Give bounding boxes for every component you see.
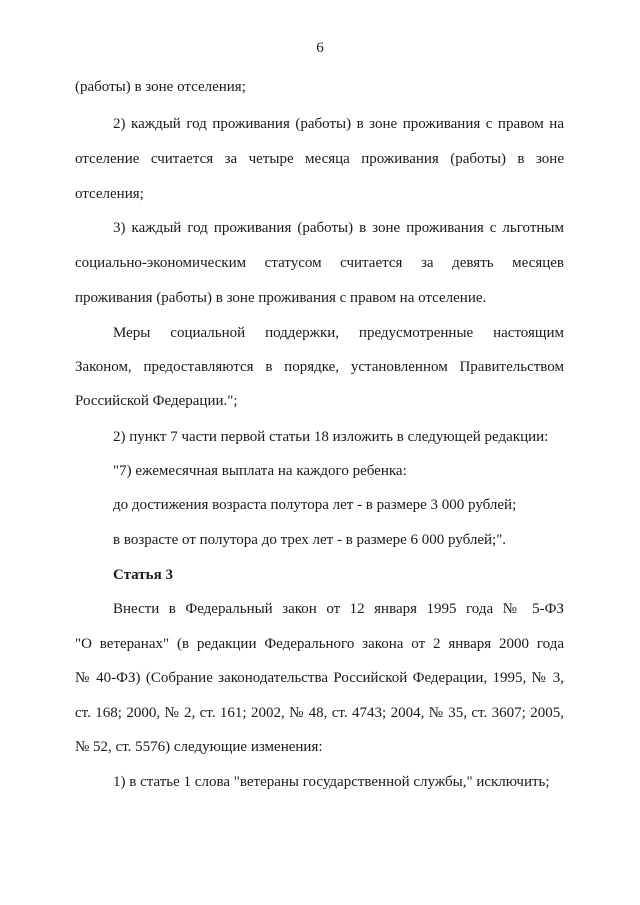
text-line: отселения; [75, 186, 144, 202]
text-line: 2) пункт 7 части первой статьи 18 изложить в следующей редакции: [113, 429, 549, 445]
text-line: отселение считается за четыре месяца проживания (работы) в зоне [75, 151, 564, 167]
text-line: "7) ежемесячная выплата на каждого ребенка: [113, 463, 407, 479]
text-line: № 40-ФЗ) (Собрание законодательства Российской Федерации, 1995, № 3, [75, 670, 564, 686]
section-heading: Статья 3 [113, 567, 173, 583]
text-line: Меры социальной поддержки, предусмотренные настоящим [113, 325, 564, 341]
text-line: проживания (работы) в зоне проживания с правом на отселение. [75, 290, 487, 306]
text-line: 2) каждый год проживания (работы) в зоне проживания с правом на [113, 116, 564, 132]
text-line: ст. 168; 2000, № 2, ст. 161; 2002, № 48, ст. 4743; 2004, № 35, ст. 3607; 2005, [75, 705, 564, 721]
text-line: (работы) в зоне отселения; [75, 79, 246, 95]
text-line: "О ветеранах" (в редакции Федерального закона от 2 января 2000 года [75, 636, 564, 652]
text-line: Российской Федерации."; [75, 393, 238, 409]
text-line: до достижения возраста полутора лет - в размере 3 000 рублей; [113, 497, 517, 513]
page-number: 6 [316, 40, 324, 56]
text-line: Законом, предоставляются в порядке, установленном Правительством [75, 359, 564, 375]
text-line: 1) в статье 1 слова "ветераны государственной службы," исключить; [113, 774, 550, 790]
text-line: № 52, ст. 5576) следующие изменения: [75, 739, 323, 755]
text-line: в возрасте от полутора до трех лет - в размере 6 000 рублей;". [113, 532, 507, 548]
text-line: социально-экономическим статусом считается за девять месяцев [75, 255, 564, 271]
text-line: Внести в Федеральный закон от 12 января 1995 года № 5-ФЗ [113, 601, 564, 617]
text-line: 3) каждый год проживания (работы) в зоне проживания с льготным [113, 220, 564, 236]
